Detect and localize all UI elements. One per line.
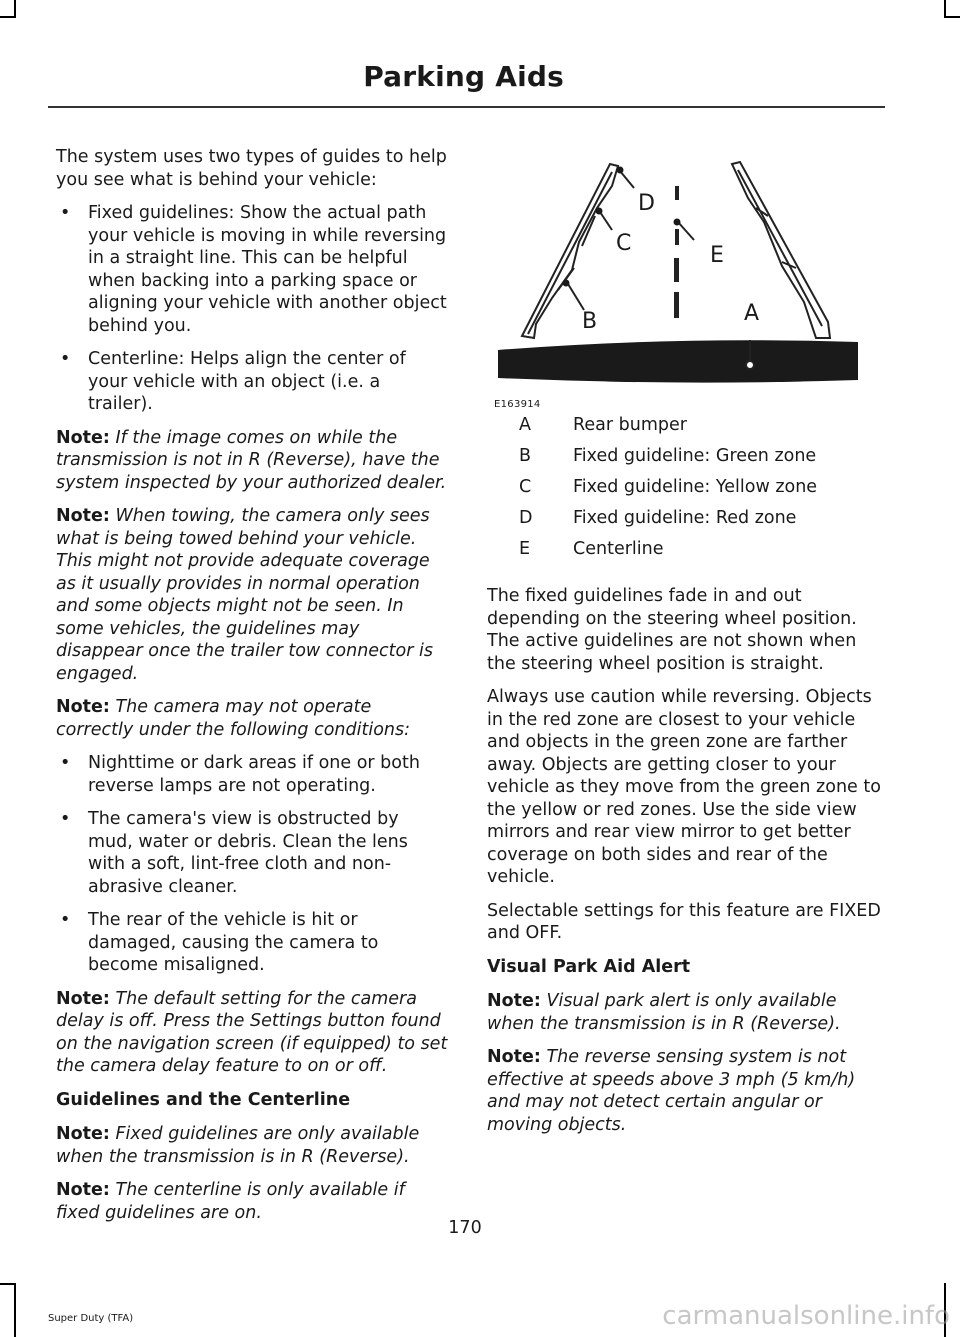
note-text: If the image comes on while the transmission is not in R (Reverse), have the system inspected by your authorized dealer.	[56, 427, 447, 493]
note-text: The camera may not operate correctly under the following conditions:	[56, 697, 411, 740]
guidelines-diagram	[492, 150, 860, 390]
callout-c: C	[616, 231, 632, 256]
note-visual-alert	[487, 990, 881, 1035]
legend-row	[487, 476, 881, 507]
legend-desc: Fixed guideline: Green zone	[573, 446, 817, 466]
note-guidelines-reverse	[56, 1123, 448, 1168]
note-text: The centerline is only available if fixed guidelines are on.	[56, 1180, 405, 1223]
legend-desc: Centerline	[573, 539, 664, 559]
settings-paragraph: Selectable settings for this feature are FIXED and OFF.	[487, 900, 881, 943]
centerline-dash	[675, 229, 679, 245]
centerline-dash	[674, 258, 679, 282]
centerline	[674, 186, 679, 318]
page-title: Parking Aids	[363, 60, 564, 93]
legend-row	[487, 507, 881, 538]
header-divider	[48, 106, 885, 108]
centerline-dash	[674, 292, 679, 318]
note-label: Note:	[56, 1124, 110, 1144]
list-item: • Nighttime or dark areas if one or both reverse lamps are not operating.	[56, 752, 448, 797]
note-text: Fixed guidelines are only available when the transmission is in R (Reverse).	[56, 1124, 420, 1167]
guide-types-list	[56, 202, 448, 416]
callout-a: A	[744, 301, 760, 326]
rear-bumper	[498, 340, 858, 382]
left-column	[56, 146, 448, 1235]
legend-key: C	[519, 477, 532, 497]
note-label: Note:	[487, 1047, 541, 1067]
legend-desc: Fixed guideline: Yellow zone	[573, 477, 818, 497]
section-heading-guidelines: Guidelines and the Centerline	[56, 1089, 351, 1110]
callout-d: D	[638, 191, 655, 216]
legend-desc: Rear bumper	[573, 415, 687, 435]
rear-camera-guidelines-figure	[492, 150, 860, 410]
intro-paragraph: The system uses two types of guides to help you see what is behind your vehicle:	[56, 147, 447, 190]
note-label: Note:	[56, 1180, 110, 1200]
note-label: Note:	[487, 991, 541, 1011]
note-towing	[56, 505, 448, 685]
legend-key: A	[519, 415, 531, 435]
callout-dot	[746, 361, 754, 369]
legend-key: E	[519, 539, 531, 559]
list-item: • Fixed guidelines: Show the actual path your vehicle is moving in while reversing in a straight line. This can be helpful when backing into a parking space or aligning your vehicle with another object behind you.	[56, 202, 448, 337]
right-column	[487, 150, 881, 1147]
watermark: carmanualsonline.info	[662, 1301, 950, 1331]
legend-row	[487, 414, 881, 445]
note-label: Note:	[56, 988, 110, 1009]
figure-code: E163914	[494, 399, 541, 410]
crop-mark	[0, 16, 16, 18]
list-item: • Centerline: Helps align the center of your vehicle with an object (i.e. a trailer).	[56, 348, 448, 416]
note-text: When towing, the camera only sees what is being towed behind your vehicle. This might not provide adequate coverage as it usually provides in normal operation and some objects might not be seen. In some vehicles, the guidelines may disappear once the trailer tow connector is engaged.	[56, 506, 433, 684]
guidelines-fade-paragraph: The fixed guidelines fade in and out depending on the steering wheel position. The active guidelines are not shown when the steering wheel position is straight.	[487, 586, 857, 674]
callout-dot	[674, 219, 681, 226]
figure-legend	[487, 414, 881, 569]
legend-key: D	[519, 508, 533, 528]
list-item: • The camera's view is obstructed by mud, water or debris. Clean the lens with a soft, lint-free cloth and non-abrasive cleaner.	[56, 808, 448, 898]
note-reverse-inspection	[56, 427, 448, 495]
footer-model: Super Duty (TFA)	[48, 1313, 134, 1324]
callout-dot	[596, 208, 603, 215]
note-label: Note:	[56, 427, 110, 448]
caution-paragraph: Always use caution while reversing. Objects in the red zone are closest to your vehicle and objects in the green zone are farther away. Objects are getting closer to your vehicle as they move from the green zone to the yellow or red zones. Use the side view mirrors and rear view mirror to get better coverage on both sides and rear of the vehicle.	[487, 687, 881, 887]
note-label: Note:	[56, 697, 110, 717]
note-text: The default setting for the camera delay is off. Press the Settings button found on the navigation screen (if equipped) to set the camera delay feature to on or off.	[56, 988, 448, 1076]
legend-key: B	[519, 446, 532, 466]
callout-dot	[617, 167, 624, 174]
conditions-list	[56, 752, 448, 977]
crop-mark	[0, 1283, 16, 1285]
note-label: Note:	[56, 506, 110, 526]
crop-mark	[14, 1283, 16, 1337]
note-reverse-sensing	[487, 1046, 881, 1136]
callout-b: B	[582, 309, 598, 334]
callout-e: E	[710, 243, 724, 268]
legend-row	[487, 538, 881, 569]
note-camera-conditions	[56, 696, 448, 741]
section-heading-visual-park-aid: Visual Park Aid Alert	[487, 956, 691, 977]
note-text: Visual park alert is only available when the transmission is in R (Reverse).	[487, 991, 841, 1034]
page-number: 170	[448, 1218, 482, 1238]
callout-dot	[563, 280, 570, 287]
legend-row	[487, 445, 881, 476]
legend-desc: Fixed guideline: Red zone	[573, 508, 797, 528]
note-text: The reverse sensing system is not effective at speeds above 3 mph (5 km/h) and may not detect certain angular or moving objects.	[487, 1047, 856, 1135]
left-fixed-guideline	[522, 164, 618, 338]
centerline-dash	[675, 186, 679, 200]
list-item: • The rear of the vehicle is hit or damaged, causing the camera to become misaligned.	[56, 909, 448, 977]
note-camera-delay	[56, 988, 448, 1078]
crop-mark	[944, 16, 960, 18]
